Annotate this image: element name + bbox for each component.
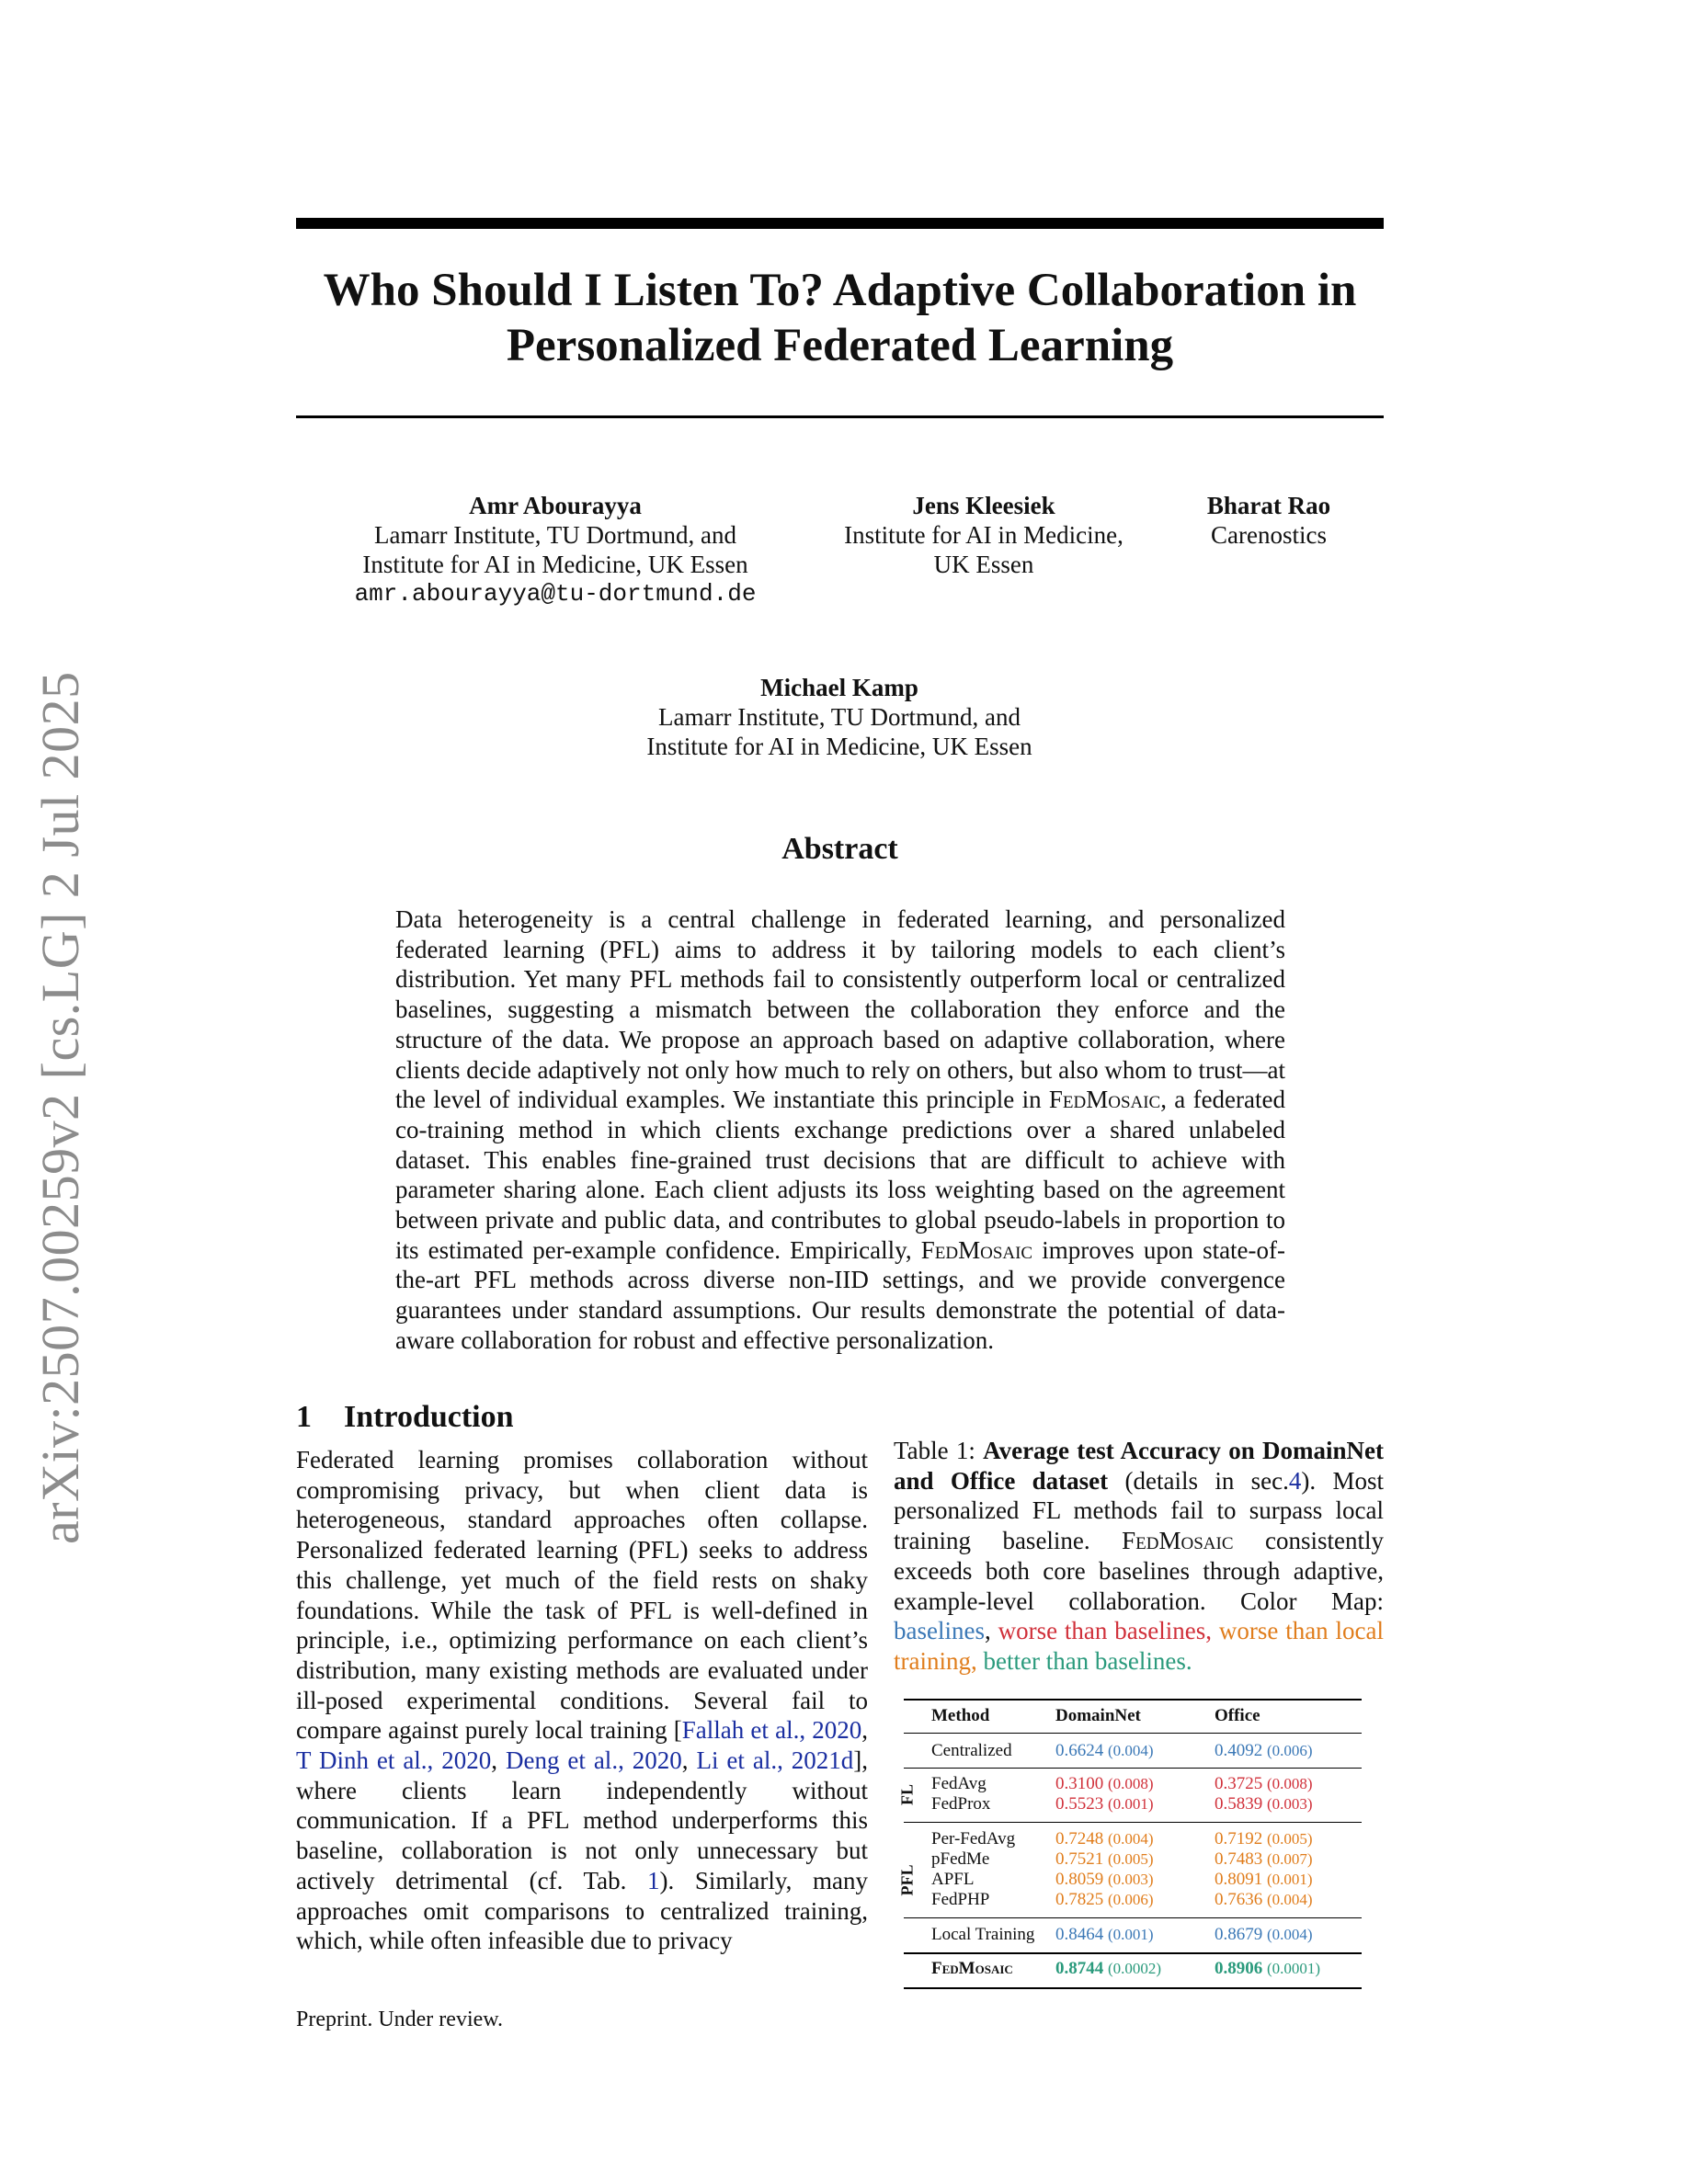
- footer-note: Preprint. Under review.: [296, 2008, 504, 2031]
- table-cell-domainnet: 0.7248 (0.004): [1055, 1829, 1154, 1848]
- author-affiliation: Institute for AI in Medicine,: [844, 521, 1123, 549]
- column-header: DomainNet: [1055, 1706, 1141, 1725]
- table-cell-office: 0.7483 (0.007): [1215, 1849, 1313, 1869]
- method-name: FedMosaic: [1122, 1527, 1234, 1555]
- table-cell-office: 0.5839 (0.003): [1215, 1794, 1313, 1814]
- author-affiliation: UK Essen: [933, 551, 1034, 578]
- author-name: Bharat Rao: [1206, 492, 1331, 519]
- table-cell-domainnet: 0.3100 (0.008): [1055, 1774, 1154, 1793]
- table-row-method: Per-FedAvg: [931, 1829, 1016, 1848]
- table-cell-office: 0.4092 (0.006): [1215, 1741, 1313, 1760]
- legend-worse: worse than baselines: [998, 1617, 1206, 1645]
- paper-title: Who Should I Listen To? Adaptive Collaboration in Personalized Federated Learning: [323, 265, 1357, 371]
- table-cell-office: 0.7636 (0.004): [1215, 1890, 1313, 1909]
- author-affiliation: Institute for AI in Medicine, UK Essen: [646, 733, 1032, 760]
- table-row-method: pFedMe: [931, 1849, 990, 1869]
- table-row-method: APFL: [931, 1870, 975, 1889]
- author-block: [1177, 491, 1361, 550]
- author-affiliation: Lamarr Institute, TU Dortmund, and: [658, 703, 1021, 731]
- section-reference-link[interactable]: 4: [1288, 1466, 1302, 1495]
- table-cell-domainnet: 0.7521 (0.005): [1055, 1849, 1154, 1869]
- legend-baselines: baselines: [894, 1617, 985, 1645]
- table-row-method: FedProx: [931, 1794, 991, 1814]
- citation-link[interactable]: Fallah et al., 2020: [681, 1716, 862, 1745]
- abstract-heading: Abstract: [781, 832, 898, 866]
- table-row-method: FedMosaic: [931, 1959, 1013, 1978]
- author-name: Michael Kamp: [760, 674, 918, 701]
- method-name: FedMosaic: [920, 1235, 1033, 1264]
- author-email[interactable]: amr.abourayya@tu-dortmund.de: [354, 580, 757, 608]
- introduction-body: Federated learning promises collaboration without compromising privacy, but when client data is heterogeneous, standard approaches often collapse. Personalized federated learning (PFL) seeks to address this challenge, yet much of the field rests on shaky foundations. While the task of PFL is well-defined in principle, i.e., optimizing performance on each client’s distribution, many existing methods are evaluated under ill-posed experimental conditions. Several fail to compare against purely local training [Fallah et al., 2020, T Dinh et al., 2020, Deng et al., 2020, Li et al., 2021d], where clients learn independently without communication. If a PFL method underperforms this baseline, collaboration is not only unnecessary but actively detrimental (cf. Tab. 1). Similarly, many approaches omit comparisons to centralized training, which, while often infeasible due to privacy: [296, 1446, 869, 1955]
- table-rule: [904, 1917, 1362, 1918]
- section-heading: 1 Introduction: [296, 1400, 514, 1434]
- author-affiliation: Lamarr Institute, TU Dortmund, and: [374, 521, 736, 549]
- table-cell-office: 0.8091 (0.001): [1215, 1870, 1313, 1889]
- title-top-rule: [296, 218, 1384, 229]
- table-cell-domainnet: 0.7825 (0.006): [1055, 1890, 1154, 1909]
- arxiv-identifier: arXiv:2507.00259v2 [cs.LG] 2 Jul 2025: [30, 671, 90, 1544]
- table-rule: [904, 1987, 1362, 1989]
- author-affiliation: Institute for AI in Medicine, UK Essen: [362, 551, 748, 578]
- author-block: [331, 491, 780, 609]
- author-affiliation: Carenostics: [1211, 521, 1327, 549]
- table-cell-office: 0.7192 (0.005): [1215, 1829, 1313, 1848]
- author-name: Jens Kleesiek: [912, 492, 1055, 519]
- table-rule: [904, 1952, 1362, 1954]
- table-cell-domainnet: 0.8059 (0.003): [1055, 1870, 1154, 1889]
- table-row-method: Centralized: [931, 1741, 1012, 1760]
- group-label-pfl: PFL: [897, 1864, 917, 1896]
- table-rule: [904, 1733, 1362, 1734]
- citation-link[interactable]: T Dinh et al., 2020: [296, 1746, 492, 1775]
- table-cell-domainnet: 0.5523 (0.001): [1055, 1794, 1154, 1814]
- table-rule: [904, 1822, 1362, 1823]
- author-block: [552, 673, 1127, 761]
- table-caption: Table 1: Average test Accuracy on DomainNet and Office dataset (details in sec.4). Most personalized FL methods fail to surpass local training baseline. FedMosaic consistently exceeds both core baselines through adaptive, example-level collaboration. Color Map: baselines, worse than baselines, worse than local training, better than baselines.: [894, 1437, 1385, 1675]
- table-cell-domainnet: 0.8744 (0.0002): [1055, 1959, 1162, 1978]
- author-name: Amr Abourayya: [469, 492, 642, 519]
- legend-worse-local: worse than local training: [894, 1617, 1385, 1675]
- table-cell-office: 0.8679 (0.004): [1215, 1925, 1313, 1944]
- abstract-body: Data heterogeneity is a central challenge in federated learning, and personalized federated learning (PFL) aims to address it by tailoring models to each client’s distribution. Yet many PFL methods fail to consistently outperform local or centralized baselines, suggesting a mismatch between the collaboration they enforce and the structure of the data. We propose an approach based on adaptive collaboration, where clients decide adaptively not only how much to rely on others, but also whom to trust—at the level of individual examples. We instantiate this principle in FedMosaic, a federated co-training method in which clients exchange predictions over a shared unlabeled dataset. This enables fine-grained trust decisions that are difficult to achieve with parameter sharing alone. Each client adjusts its loss weighting based on the agreement between private and public data, and contributes to global pseudo-labels in proportion to its estimated per-example confidence. Empirically, FedMosaic improves upon state-of-the-art PFL methods across diverse non-IID settings, and we provide convergence guarantees under standard assumptions. Our results demonstrate the potential of data-aware collaboration for robust and effective personalization.: [395, 905, 1286, 1354]
- citation-link[interactable]: Deng et al., 2020: [505, 1746, 682, 1775]
- column-header: Method: [931, 1706, 990, 1725]
- legend-better: better than baselines.: [983, 1646, 1192, 1675]
- table-cell-domainnet: 0.6624 (0.004): [1055, 1741, 1154, 1760]
- method-name: FedMosaic: [1048, 1086, 1161, 1114]
- table-cell-office: 0.8906 (0.0001): [1215, 1959, 1321, 1978]
- table-rule: [904, 1699, 1362, 1701]
- table-row-method: FedPHP: [931, 1890, 990, 1909]
- group-label-fl: FL: [897, 1784, 917, 1806]
- table-row-method: Local Training: [931, 1925, 1035, 1944]
- author-block: [818, 491, 1149, 579]
- column-header: Office: [1215, 1706, 1260, 1725]
- title-bottom-rule: [296, 415, 1384, 418]
- citation-link[interactable]: Li et al., 2021d: [696, 1746, 854, 1775]
- table-row-method: FedAvg: [931, 1774, 987, 1793]
- table-cell-domainnet: 0.8464 (0.001): [1055, 1925, 1154, 1944]
- table-reference-link[interactable]: 1: [647, 1866, 660, 1894]
- table-cell-office: 0.3725 (0.008): [1215, 1774, 1313, 1793]
- table-rule: [904, 1768, 1362, 1769]
